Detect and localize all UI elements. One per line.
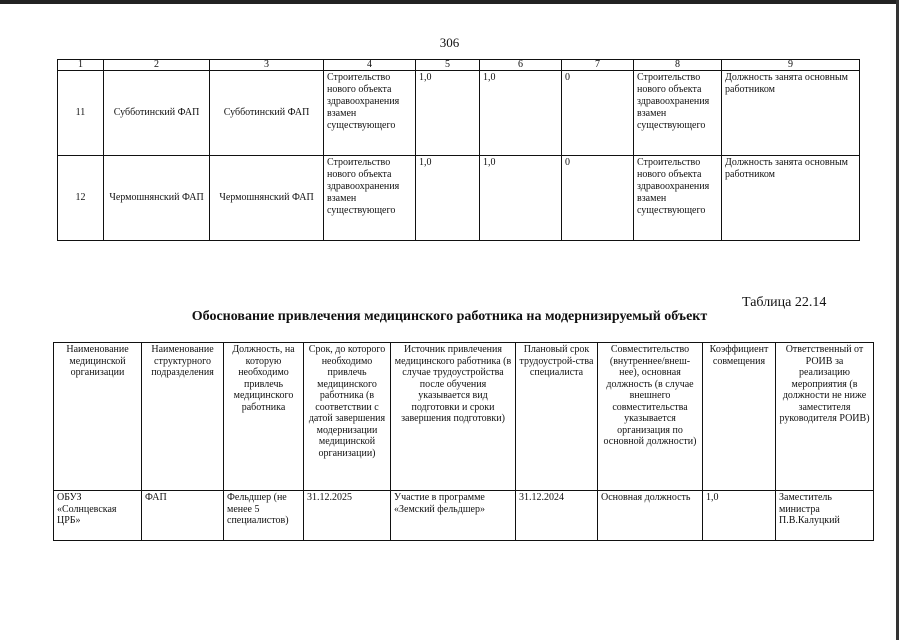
deadline-cell: 31.12.2025 [304,491,391,541]
header-row [54,343,874,491]
col-number: 5 [416,60,480,71]
table-row [58,71,860,156]
page-number: 306 [439,35,460,50]
column-header: Источник привлечения медицинского работника (в случае трудоустройства после обучения указывается вид подготовки и сроки завершения подготовки) [391,343,516,491]
row-number: 11 [58,71,104,156]
facility-action: Строительство нового объекта здравоохранения взамен существующего [634,71,722,156]
value-cell: 1,0 [480,156,562,241]
facility-name: Чермошнянский ФАП [104,156,210,241]
table-title: Обоснование привлечения медицинского работника на модернизируемый объект [191,309,708,324]
col-number: 4 [324,60,416,71]
facility-action: Строительство нового объекта здравоохранения взамен существующего [634,156,722,241]
col-number: 2 [104,60,210,71]
value-cell: 1,0 [480,71,562,156]
column-header: Срок, до которого необходимо привлечь медицинского работника (в соответствии с датой завершения модернизации медицинской организации) [304,343,391,491]
facility-name: Субботинский ФАП [104,71,210,156]
col-number: 9 [722,60,860,71]
column-header: Совместительство (внутреннее/внеш-нее), основная должность (в случае внешнего совместительства указывается организация по основной должности) [598,343,703,491]
facility-action: Строительство нового объекта здравоохранения взамен существующего [324,156,416,241]
col-number: 8 [634,60,722,71]
coefficient-cell: 1,0 [703,491,776,541]
facility-unit: Субботинский ФАП [210,71,324,156]
table-row [58,156,860,241]
column-header: Ответственный от РОИВ за реализацию мероприятия (в должности не ниже заместителя руководителя РОИВ) [776,343,874,491]
responsible-cell: Заместитель министра П.В.Калуцкий [776,491,874,541]
facility-action: Строительство нового объекта здравоохранения взамен существующего [324,71,416,156]
position-cell: Фельдшер (не менее 5 специалистов) [224,491,304,541]
table-number: Таблица 22.14 [742,295,827,310]
scan-border-top [0,0,899,4]
department-cell: ФАП [142,491,224,541]
column-numbers-row [58,60,860,71]
planned-date-cell: 31.12.2024 [516,491,598,541]
value-cell: 1,0 [416,156,480,241]
value-cell: 1,0 [416,71,480,156]
col-number: 7 [562,60,634,71]
facility-unit: Чермошнянский ФАП [210,156,324,241]
col-number: 6 [480,60,562,71]
organization-cell: ОБУЗ «Солнцевская ЦРБ» [54,491,142,541]
table-row [54,491,874,541]
source-cell: Участие в программе «Земский фельдшер» [391,491,516,541]
staffing-status: Должность занята основным работником [722,71,860,156]
column-header: Коэффициент совмещения [703,343,776,491]
staffing-status: Должность занята основным работником [722,156,860,241]
column-header: Наименование структурного подразделения [142,343,224,491]
staffing-justification-table [53,342,874,541]
col-number: 3 [210,60,324,71]
column-header: Наименование медицинской организации [54,343,142,491]
col-number: 1 [58,60,104,71]
value-cell: 0 [562,71,634,156]
row-number: 12 [58,156,104,241]
value-cell: 0 [562,156,634,241]
column-header: Плановый срок трудоустрой-ства специалиста [516,343,598,491]
column-header: Должность, на которую необходимо привлечь медицинского работника [224,343,304,491]
facilities-table [57,59,860,241]
combination-cell: Основная должность [598,491,703,541]
